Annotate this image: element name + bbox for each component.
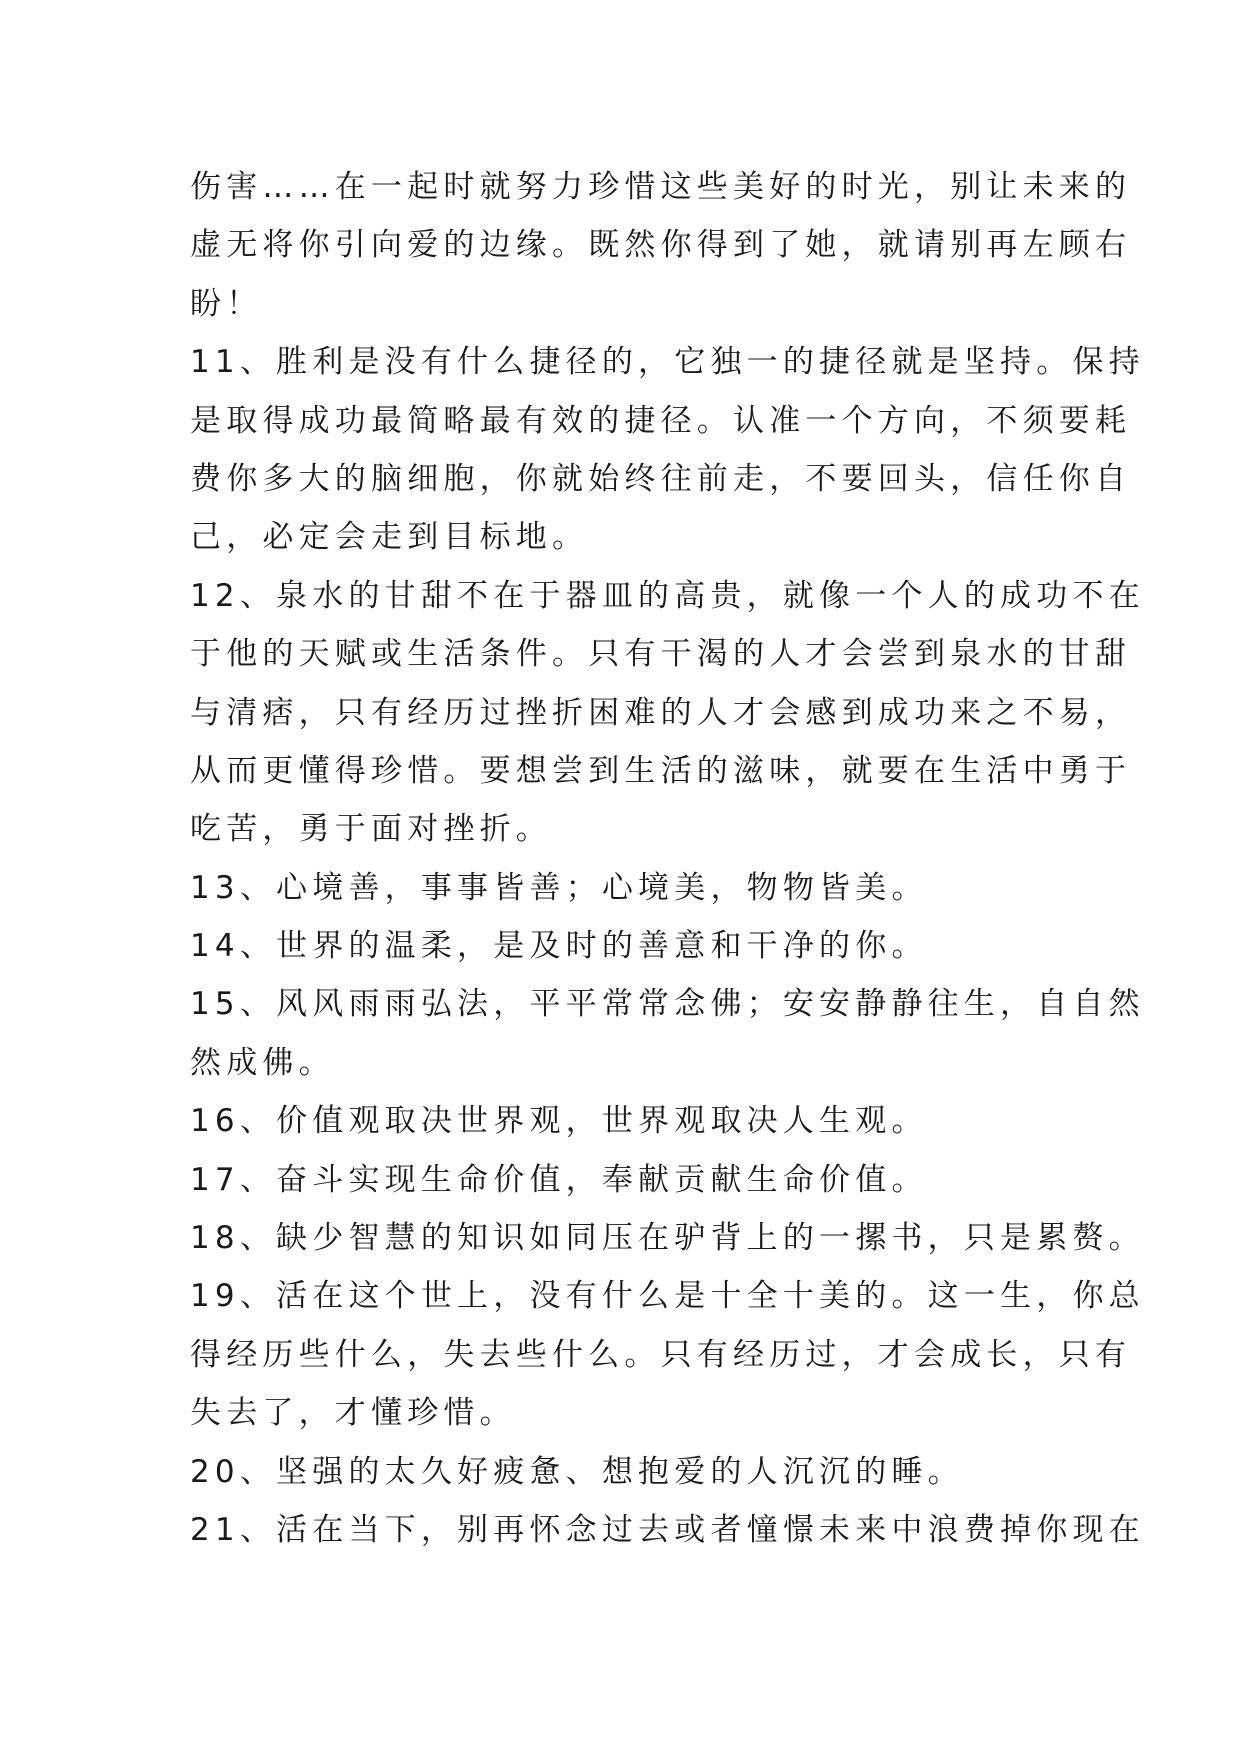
text-line: 18、缺少智慧的知识如同压在驴背上的一摞书，只是累赘。 bbox=[190, 1220, 1145, 1257]
text-line: 从而更懂得珍惜。要想尝到生活的滋味，就要在生活中勇于 bbox=[190, 752, 1132, 789]
text-line: 17、奋斗实现生命价值，奉献贡献生命价值。 bbox=[190, 1161, 928, 1198]
text-line: 得经历些什么，失去些什么。只有经历过，才会成长，只有 bbox=[190, 1336, 1132, 1373]
text-line: 15、风风雨雨弘法，平平常常念佛；安安静静往生，自自然 bbox=[190, 986, 1145, 1023]
text-line: 于他的天赋或生活条件。只有干渴的人才会尝到泉水的甘甜 bbox=[190, 636, 1132, 673]
text-line: 然成佛。 bbox=[190, 1044, 335, 1081]
text-line: 12、泉水的甘甜不在于器皿的高贵，就像一个人的成功不在 bbox=[190, 577, 1145, 614]
text-line: 13、心境善，事事皆善；心境美，物物皆美。 bbox=[190, 869, 928, 906]
text-line: 盼！ bbox=[190, 285, 263, 322]
text-line: 己，必定会走到目标地。 bbox=[190, 519, 589, 556]
text-line: 14、世界的温柔，是及时的善意和干净的你。 bbox=[190, 928, 928, 965]
document-body bbox=[190, 158, 1145, 1559]
text-line: 20、坚强的太久好疲惫、想抱爱的人沉沉的睡。 bbox=[190, 1453, 964, 1490]
text-line: 16、价值观取决世界观，世界观取决人生观。 bbox=[190, 1103, 928, 1140]
text-line: 伤害……在一起时就努力珍惜这些美好的时光，别让未来的 bbox=[190, 169, 1132, 205]
text-line: 虚无将你引向爱的边缘。既然你得到了她，就请别再左顾右 bbox=[190, 227, 1132, 264]
text-line: 费你多大的脑细胞，你就始终往前走，不要回头，信任你自 bbox=[190, 460, 1132, 497]
text-line: 与清痞，只有经历过挫折困难的人才会感到成功来之不易， bbox=[190, 694, 1132, 731]
text-line: 失去了，才懂珍惜。 bbox=[190, 1395, 516, 1432]
text-line: 11、胜利是没有什么捷径的，它独一的捷径就是坚持。保持 bbox=[190, 344, 1145, 381]
text-line: 是取得成功最简略最有效的捷径。认准一个方向，不须要耗 bbox=[190, 402, 1132, 439]
text-line: 吃苦，勇于面对挫折。 bbox=[190, 811, 552, 848]
text-line: 21、活在当下，别再怀念过去或者憧憬未来中浪费掉你现在 bbox=[190, 1511, 1145, 1548]
text-line: 19、活在这个世上，没有什么是十全十美的。这一生，你总 bbox=[190, 1278, 1145, 1315]
